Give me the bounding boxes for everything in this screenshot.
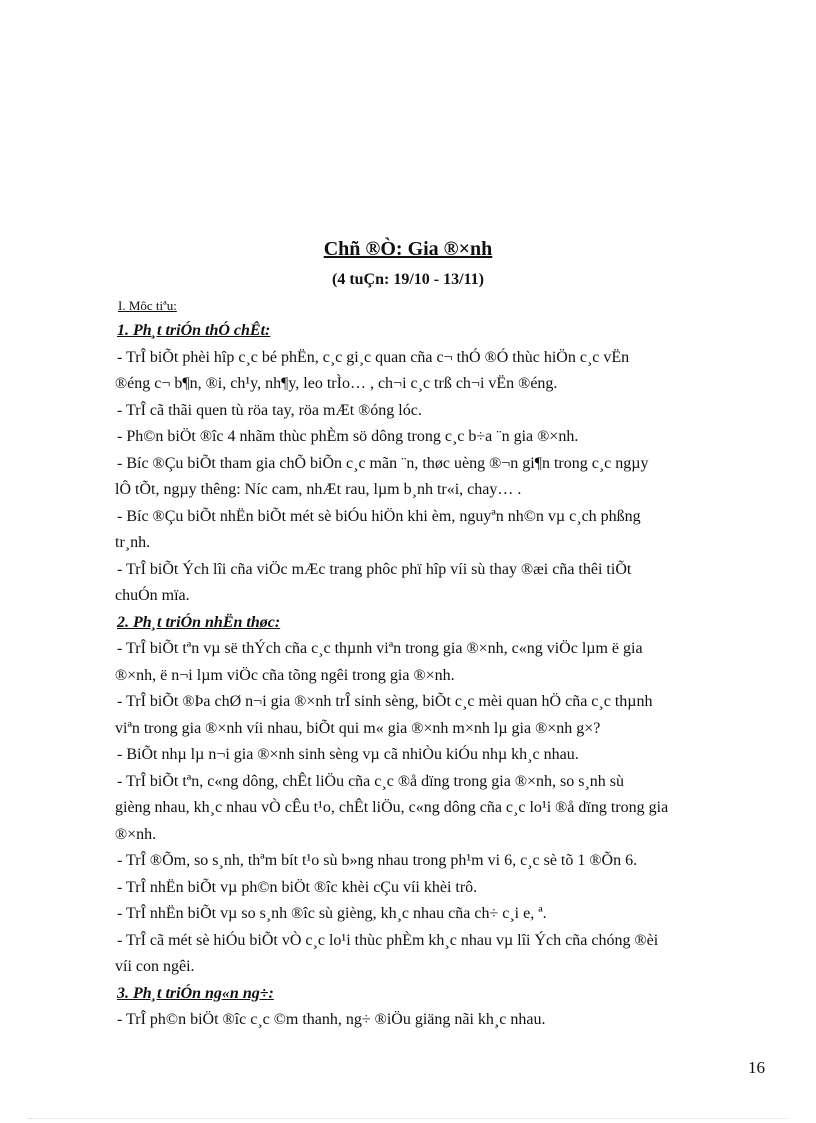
paragraph-line: chuÓn mïa. <box>115 587 190 604</box>
paragraph-line: - TrÎ biÕt ®Þa chØ n¬i gia ®×nh trÎ sinh sèng, biÕt c¸c mèi quan hÖ cña c¸c thµnh <box>117 693 653 710</box>
body-paragraph <box>117 689 767 742</box>
body-paragraph <box>117 769 767 849</box>
section-heading: 3. Ph¸t triÓn ng«n ng÷: <box>117 984 274 1002</box>
page-title <box>0 238 816 261</box>
paragraph-line: ®éng c¬ b¶n, ®i, ch¹y, nh¶y, leo trÌo… , ch¬i c¸c trß ch¬i vËn ®éng. <box>115 375 558 392</box>
body-paragraph <box>117 901 767 928</box>
body-paragraph <box>117 504 767 557</box>
page-number: 16 <box>748 1058 765 1077</box>
paragraph-line: tr¸nh. <box>115 534 151 551</box>
paragraph-line: ®×nh, ë n¬i lµm viÖc cña tõng ngêi trong gia ®×nh. <box>115 666 455 684</box>
paragraph-line: ®×nh. <box>115 825 157 843</box>
paragraph-line: gièng nhau, kh¸c nhau vÒ cÊu t¹o, chÊt liÖu, c«ng dông cña c¸c lo¹i ®å dïng trong gia <box>115 799 669 816</box>
objectives-heading: I. Môc tiªu: <box>118 298 177 313</box>
body-paragraph <box>117 848 767 875</box>
paragraph-line: - TrÎ biÕt Ých lîi cña viÖc mÆc trang phôc phï hîp víi sù thay ®æi cña thêi tiÕt <box>117 560 632 578</box>
title-text: Chñ ®Ò: Gia ®×nh <box>323 238 493 260</box>
paragraph-line: - Bíc ®Çu biÕt nhËn biÕt mét sè biÓu hiÖn khi èm, nguyªn nh©n vµ c¸ch phßng <box>117 507 641 525</box>
paragraph-line: - TrÎ biÕt phèi hîp c¸c bé phËn, c¸c gi¸c quan cña c¬ thÓ ®Ó thùc hiÖn c¸c vËn <box>117 348 630 366</box>
paragraph-line: - Ph©n biÖt ®îc 4 nhãm thùc phÈm sö dông trong c¸c b÷a ¨n gia ®×nh. <box>117 428 579 445</box>
paragraph-line: - TrÎ ®Õm, so s¸nh, thªm bít t¹o sù b»ng nhau trong ph¹m vi 6, c¸c sè tõ 1 ®Õn 6. <box>117 852 638 869</box>
footer-divider <box>28 1118 788 1119</box>
body-paragraph <box>117 398 767 425</box>
body-paragraph <box>117 1007 767 1034</box>
body-paragraph <box>117 875 767 902</box>
paragraph-line: - TrÎ cã mét sè hiÓu biÕt vÒ c¸c lo¹i thùc phÈm kh¸c nhau vµ lîi Ých cña chóng ®èi <box>117 931 659 949</box>
paragraph-line: viªn trong gia ®×nh víi nhau, biÕt qui m« gia ®×nh m×nh lµ gia ®×nh g×? <box>115 719 601 737</box>
paragraph-line: - BiÕt nhµ lµ n¬i gia ®×nh sinh sèng vµ cã nhiÒu kiÓu nhµ kh¸c nhau. <box>117 746 579 763</box>
section-heading: 2. Ph¸t triÓn nhËn thøc: <box>117 613 281 631</box>
document-body <box>117 318 767 1034</box>
body-paragraph <box>117 742 767 769</box>
body-paragraph <box>117 345 767 398</box>
paragraph-line: - TrÎ nhËn biÕt vµ ph©n biÖt ®îc khèi cÇu víi khèi trô. <box>117 878 478 896</box>
paragraph-line: - TrÎ cã thãi quen tù röa tay, röa mÆt ®óng lóc. <box>117 401 422 419</box>
body-paragraph <box>117 636 767 689</box>
paragraph-line: lÔ tÕt, ngµy thêng: Níc cam, nhÆt rau, lµm b¸nh tr«i, chay… . <box>115 481 522 498</box>
paragraph-line: - TrÎ biÕt tªn, c«ng dông, chÊt liÖu cña c¸c ®å dïng trong gia ®×nh, so s¸nh sù <box>117 772 625 790</box>
paragraph-line: - TrÎ ph©n biÖt ®îc c¸c ©m thanh, ng÷ ®iÖu giäng nãi kh¸c nhau. <box>117 1011 546 1028</box>
paragraph-line: - TrÎ biÕt tªn vµ së thÝch cña c¸c thµnh viªn trong gia ®×nh, c«ng viÖc lµm ë gia <box>117 640 643 657</box>
page-subtitle: (4 tuÇn: 19/10 - 13/11) <box>332 271 484 288</box>
section-heading: 1. Ph¸t triÓn thÓ chÊt: <box>117 322 271 339</box>
paragraph-line: - Bíc ®Çu biÕt tham gia chÕ biÕn c¸c mãn ¨n, thøc uèng ®¬n gi¶n trong c¸c ngµy <box>117 454 649 472</box>
paragraph-line: víi con ngêi. <box>115 958 195 975</box>
paragraph-line: - TrÎ nhËn biÕt vµ so s¸nh ®îc sù gièng, kh¸c nhau cña ch÷ c¸i e, ª. <box>117 905 547 922</box>
body-paragraph <box>117 557 767 610</box>
body-paragraph <box>117 451 767 504</box>
body-paragraph <box>117 928 767 981</box>
body-paragraph <box>117 424 767 451</box>
